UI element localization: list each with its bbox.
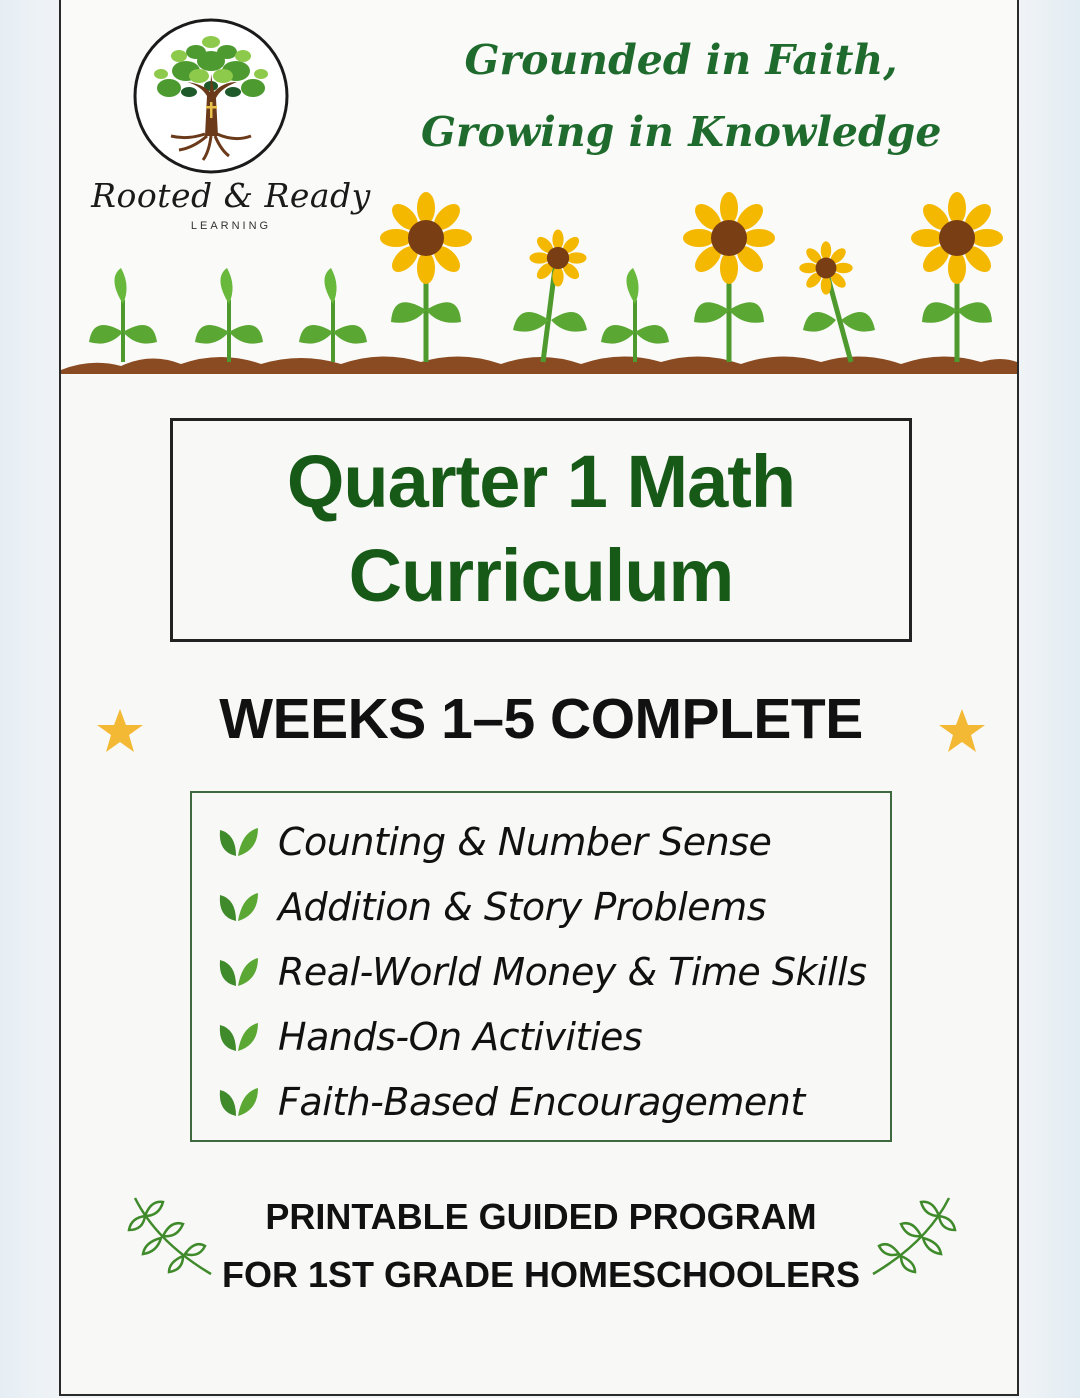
laurel-branch-icon: [867, 1192, 957, 1282]
header: [61, 0, 1017, 375]
leaf-check-icon: [216, 954, 260, 990]
sunflower-icon: [799, 241, 852, 294]
sprout-icon: [299, 268, 367, 362]
feature-text: Addition & Story Problems: [278, 884, 766, 929]
tagline-line-2: Growing in Knowledge: [421, 108, 942, 156]
list-item: [216, 939, 890, 1004]
tagline-line-1: Grounded in Faith,: [464, 36, 898, 84]
sunflower-icon: [911, 192, 1003, 284]
title-line-1: Quarter 1 Math: [286, 440, 796, 523]
brand-name: Rooted & Ready: [91, 176, 371, 215]
sunflower-icon: [380, 192, 472, 284]
star-icon: [95, 706, 145, 756]
footer-text: [191, 1188, 891, 1304]
footer-line-1: PRINTABLE GUIDED PROGRAM: [265, 1196, 817, 1237]
title-line-2: Curriculum: [348, 534, 734, 617]
list-item: [216, 809, 890, 874]
sprout-icon: [89, 268, 157, 362]
feature-text: Counting & Number Sense: [278, 819, 772, 864]
leaf-check-icon: [216, 1084, 260, 1120]
sunflower-icon: [683, 192, 775, 284]
footer-line-2: FOR 1ST GRADE HOMESCHOOLERS: [221, 1254, 861, 1295]
leaf-check-icon: [216, 824, 260, 860]
tagline: [421, 24, 941, 168]
list-item: [216, 1069, 890, 1134]
feature-list: [190, 791, 892, 1142]
star-icon: [937, 706, 987, 756]
flyer-page: [59, 0, 1019, 1396]
leaf-check-icon: [216, 1019, 260, 1055]
sprout-icon: [601, 268, 669, 362]
tree-logo-icon: [131, 16, 291, 176]
list-item: [216, 874, 890, 939]
sunflower-icon: [529, 229, 586, 286]
feature-text: Hands-On Activities: [278, 1014, 643, 1059]
brand-subtitle: LEARNING: [190, 220, 272, 232]
weeks-heading: WEEKS 1–5 COMPLETE: [219, 687, 863, 751]
feature-text: Real-World Money & Time Skills: [278, 949, 867, 994]
feature-text: Faith-Based Encouragement: [278, 1079, 805, 1124]
leaf-check-icon: [216, 889, 260, 925]
garden-illustration: [61, 190, 1017, 380]
list-item: [216, 1004, 890, 1069]
sprout-icon: [195, 268, 263, 362]
title-box: [170, 418, 912, 642]
